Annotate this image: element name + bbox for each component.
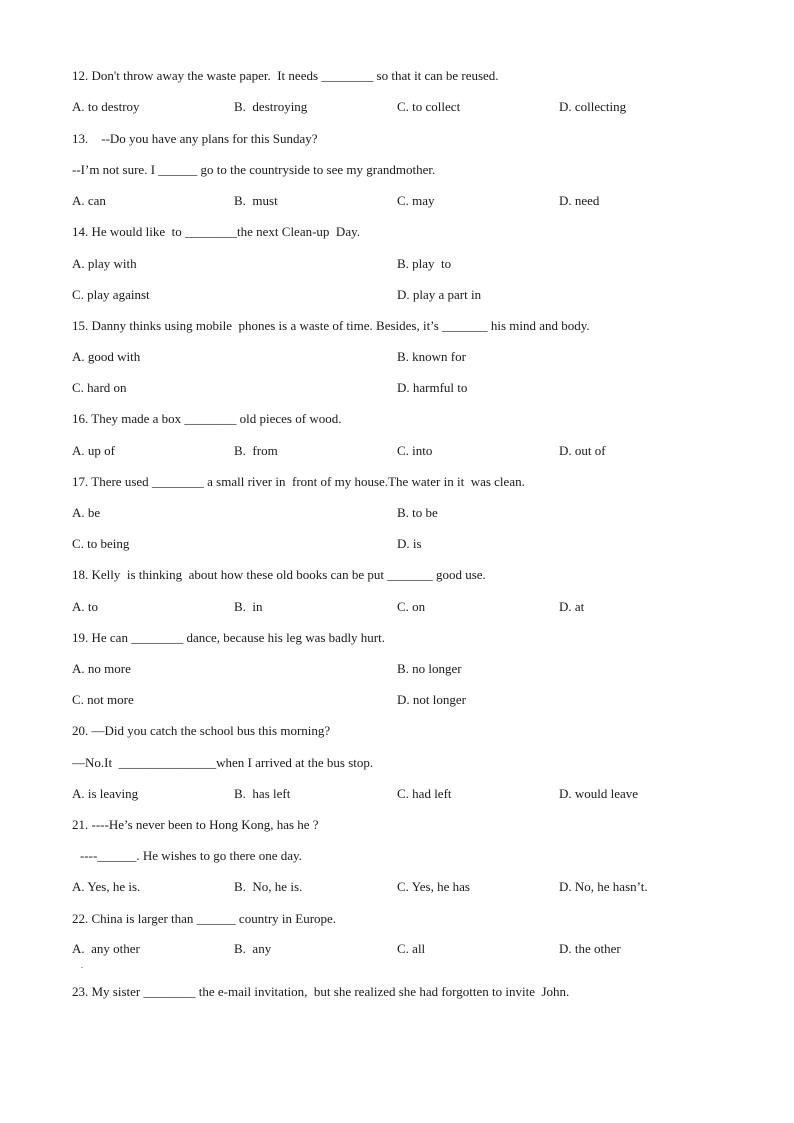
question-16-option-c: C. into bbox=[397, 443, 433, 458]
question-16-stem: 16. They made a box ________ old pieces of wood. bbox=[72, 411, 342, 426]
question-22-option-c: C. all bbox=[397, 941, 426, 956]
question-20-option-b: B. has left bbox=[234, 786, 291, 801]
question-18-option-c: C. on bbox=[397, 599, 426, 614]
question-13-option-c: C. may bbox=[397, 193, 435, 208]
question-12-stem: 12. Don't throw away the waste paper. It needs ________ so that it can be reused. bbox=[72, 68, 499, 83]
question-12-option-d: D. collecting bbox=[559, 99, 627, 114]
question-17-option-c: C. to being bbox=[72, 536, 130, 551]
question-12-option-c: C. to collect bbox=[397, 99, 461, 114]
question-16-option-d: D. out of bbox=[559, 443, 606, 458]
question-20-stem-reply: —No.It _______________when I arrived at the bus stop. bbox=[72, 755, 374, 770]
question-19-option-d: D. not longer bbox=[397, 692, 466, 707]
question-13-stem: 13. --Do you have any plans for this Sunday? bbox=[72, 131, 318, 146]
question-14-option-a: A. play with bbox=[72, 256, 137, 271]
question-12-option-a: A. to destroy bbox=[72, 99, 140, 114]
question-15-option-b: B. known for bbox=[397, 349, 466, 364]
question-19-option-b: B. no longer bbox=[397, 661, 462, 676]
question-22-option-a: A. any other bbox=[72, 941, 140, 956]
question-14-option-b: B. play to bbox=[397, 256, 452, 271]
question-16-option-a: A. up of bbox=[72, 443, 115, 458]
question-19-option-c: C. not more bbox=[72, 692, 134, 707]
question-21-stem-reply: ----______. He wishes to go there one day. bbox=[80, 848, 302, 863]
question-13-stem-reply: --I’m not sure. I ______ go to the countryside to see my grandmother. bbox=[72, 162, 436, 177]
question-18-option-d: D. at bbox=[559, 599, 585, 614]
question-15-option-d: D. harmful to bbox=[397, 380, 468, 395]
question-18-option-a: A. to bbox=[72, 599, 98, 614]
question-22-option-d: D. the other bbox=[559, 941, 621, 956]
question-20-option-c: C. had left bbox=[397, 786, 452, 801]
question-19-option-a: A. no more bbox=[72, 661, 131, 676]
question-13-option-d: D. need bbox=[559, 193, 600, 208]
question-14-stem: 14. He would like to ________the next Clean-up Day. bbox=[72, 224, 360, 239]
question-14-option-c: C. play against bbox=[72, 287, 150, 302]
question-22-stem: 22. China is larger than ______ country in Europe. bbox=[72, 911, 337, 926]
question-15-option-a: A. good with bbox=[72, 349, 141, 364]
question-12-option-b: B. destroying bbox=[234, 99, 308, 114]
question-15-stem: 15. Danny thinks using mobile phones is a waste of time. Besides, it’s _______ his mind and body. bbox=[72, 318, 590, 333]
question-14-option-d: D. play a part in bbox=[397, 287, 482, 302]
question-17-option-b: B. to be bbox=[397, 505, 438, 520]
question-22-option-b: B. any bbox=[234, 941, 272, 956]
stray-mark: . bbox=[81, 961, 83, 970]
question-17-option-a: A. be bbox=[72, 505, 101, 520]
question-20-stem: 20. —Did you catch the school bus this morning? bbox=[72, 723, 331, 738]
question-21-option-b: B. No, he is. bbox=[234, 879, 303, 894]
question-23-stem: 23. My sister ________ the e-mail invitation, but she realized she had forgotten to invite John. bbox=[72, 984, 570, 999]
question-17-stem: 17. There used ________ a small river in front of my house.The water in it was clean. bbox=[72, 474, 525, 489]
question-20-option-d: D. would leave bbox=[559, 786, 639, 801]
question-21-option-c: C. Yes, he has bbox=[397, 879, 470, 894]
question-13-option-a: A. can bbox=[72, 193, 106, 208]
question-18-stem: 18. Kelly is thinking about how these old books can be put _______ good use. bbox=[72, 567, 486, 582]
question-21-option-d: D. No, he hasn’t. bbox=[559, 879, 648, 894]
question-17-option-d: D. is bbox=[397, 536, 422, 551]
question-20-option-a: A. is leaving bbox=[72, 786, 139, 801]
question-21-option-a: A. Yes, he is. bbox=[72, 879, 141, 894]
question-19-stem: 19. He can ________ dance, because his leg was badly hurt. bbox=[72, 630, 385, 645]
question-13-option-b: B. must bbox=[234, 193, 278, 208]
question-21-stem: 21. ----He’s never been to Hong Kong, has he ? bbox=[72, 817, 319, 832]
question-18-option-b: B. in bbox=[234, 599, 263, 614]
question-16-option-b: B. from bbox=[234, 443, 278, 458]
question-15-option-c: C. hard on bbox=[72, 380, 127, 395]
